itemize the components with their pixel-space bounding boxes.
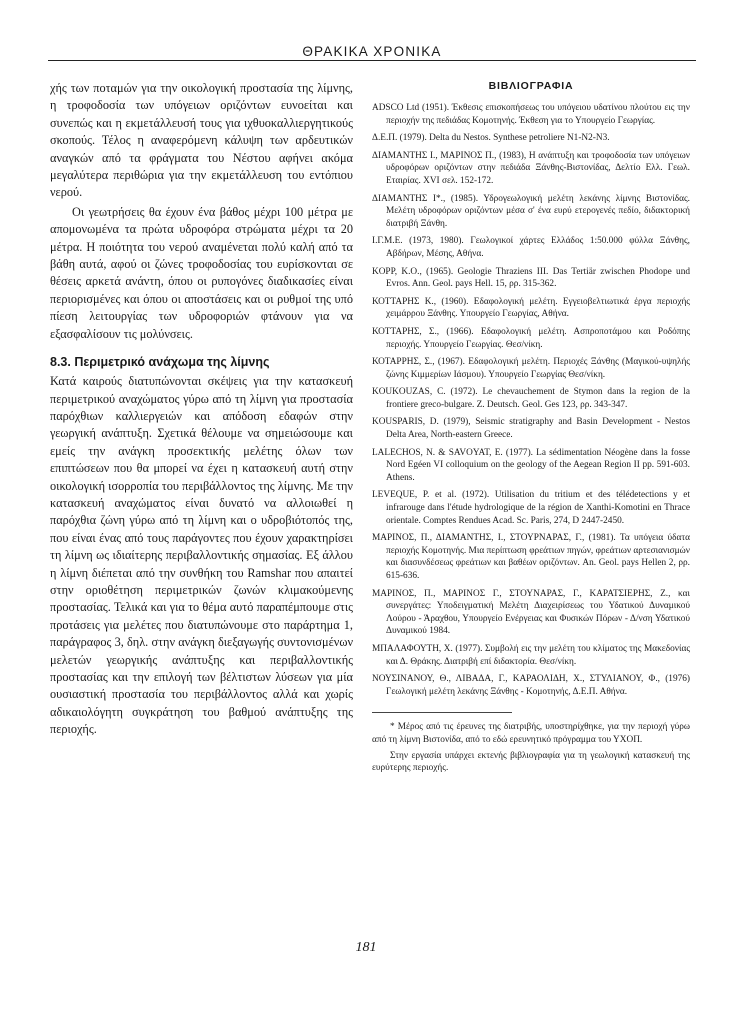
reference-item: Ι.Γ.Μ.Ε. (1973, 1980). Γεωλογικοί χάρτες Ελλάδος 1:50.000 φύλλα Ξάνθης, Αβδήρων, Μέσης, Αθήνα. (372, 236, 690, 259)
reference-item: ΜΑΡΙΝΟΣ, Π., ΔΙΑΜΑΝΤΗΣ, Ι., ΣΤΟΥΡΝΑΡΑΣ, Γ., (1981). Τα υπόγεια ύδατα περιοχής Κομοτηνής. Μια περίπτωση φρεάτιων πηγών, φρεάτιων αρτεσιανισμών και διασυνδέσεως φρεάτιων και βαθέων οριζόντων. An. Geol. pays Hellen 2, ρρ. 615-636. (372, 533, 690, 581)
reference-item: ΔΙΑΜΑΝΤΗΣ Ι., ΜΑΡΙΝΟΣ Π., (1983), Η ανάπτυξη και τροφοδοσία των υπόγειων υδροφόρων οριζόντων στην πεδιάδα Ξάνθης-Βιστονίδας, Δελτίο Ελλ. Γεωλ. Εταιρίας. XVI σελ. 152-172. (372, 150, 690, 186)
reference-item: ΝΟΥΣΙΝΑΝΟΥ, Θ., ΛΙΒΑΔΑ, Γ., ΚΑΡΑΟΛΙΔΗ, Χ., ΣΤΥΛΙΑΝΟΥ, Φ., (1976) Γεωλογική μελέτη λεκάνης Ξάνθης - Κομοτηνής, Δ.Ε.Π. Αθήνα. (372, 674, 690, 697)
reference-item: ΚΟΤΤΑΡΗΣ, Σ., (1966). Εδαφολογική μελέτη. Ασπροποτάμου και Ροδόπης περιοχής. Υπουργείο Γεωργίας. Θεσ/νίκη. (372, 326, 690, 350)
footnote: * Μέρος από τις έρευνες της διατριβής, υποστηρίχθηκε, για την περιοχή γύρω από τη λίμνη Βιστονίδα, από το εδώ ερευνητικό πρόγραμμα του ΥΧΟΠ. (372, 722, 690, 745)
journal-title: ΘΡΑΚΙΚΑ ΧΡΟΝΙΚΑ (302, 44, 442, 59)
footnote: Στην εργασία υπάρχει εκτενής βιβλιογραφία για τη γεωλογική κατασκευή της ευρύτερης περιοχής. (372, 750, 690, 774)
right-column (372, 80, 690, 778)
body-paragraph: Κατά καιρούς διατυπώνονται σκέψεις για την κατασκευή περιμετρικού αναχώματος γύρω από τη λίμνη για προστασία παρόχθιων καλλιεργειών και απόδοση εδαφών στην γεωργική ανάπτυξη. Σχετικά θέλουμε να σημειώσουμε και εμείς την ανάγκη προσεκτικής μελέτης όλων των επιπτώσεων που θα μπορεί να έχει η κατασκευή αυτή στην οικολογική ισορροπία του περιβάλλοντος της λίμνης. Με την κατασκευή αναχώματος είναι δυνατό να αλλοιωθεί η παρόχθια ζώνη γύρω από τη λίμνη και ο υδροβιότοπός της, που είναι ένας από τους παράγοντες που έχουν χαρακτηρίσει τη λίμνη ως ιδιαίτερης περιβαλλοντικής σημασίας. Εξ άλλου η λίμνη διέπεται από την συνθήκη του Ramshar που απαιτεί στην οριοθέτηση περιμετρικών ζωνών κλιμακούμενης προστασίας. Τελικά και για το θέμα αυτό παραπέμπουμε στις προτάσεις για μελέτες που διατυπώνουμε στο παράρτημα 1, παράγραφος 3, δηλ. στην ανάγκη διεξαγωγής συντονισμένων μελετών γεωργικής ανάπτυξης και περιβαλλοντικής προστασίας και την επιλογή των βέλτιστων λύσεων για μία ουσιαστική προστασία του περιβάλλοντος αλλά και χωρίς αδικαιολόγητη συγκράτηση του βαθμού ανάπτυξης της περιοχής. (50, 374, 353, 737)
reference-item: ΚΟΤΑΡΡΗΣ, Σ., (1967). Εδαφολογική μελέτη. Περιοχές Ξάνθης (Μαγικού-υψηλής ζώνης Κιμμερίων Ιάσμου). Υπουργείο Γεωργίας Θεσ/νίκη. (372, 357, 690, 380)
footnote-divider (372, 712, 512, 713)
reference-item: ΜΑΡΙΝΟΣ, Π., ΜΑΡΙΝΟΣ Γ., ΣΤΟΥΝΑΡΑΣ, Γ., ΚΑΡΑΤΣΙΕΡΗΣ, Ζ., και συνεργάτες: Υποδειγματική Μελέτη Διαχειρίσεως του Υδατικού Δυναμικού Λούρου - Άραχθου, Υπουργείο Ενέργειας και Φυσικών Πόρων - Δ/νση Υδατικού Δυναμικού 1984. (372, 588, 690, 637)
reference-item: KOPP, K.O., (1965). Geologie Thraziens III. Das Tertiär zwischen Phodope und Evros. Ann. Geol. pays Hell. 15, ρρ. 315-362. (372, 266, 690, 290)
reference-item: KOUKOUZAS, C. (1972). Le chevauchement de Stymon dans la region de la frontiere greco-bulgare. Z. Deutsch. Geol. Ges 123, ρρ. 343-347. (372, 387, 690, 410)
reference-item: LALECHOS, N. & SAVOYAT, E. (1977). La sédimentation Néogène dans la fosse Nord Egéen VI colloquium on the geology of the Aegean Region II pp. 591-603. Athens. (372, 447, 690, 483)
reference-item: KOUSPARIS, D. (1979), Seismic stratigraphy and Basin Development - Nestos Delta Area, North-eastern Greece. (372, 417, 690, 441)
body-paragraph: χής των ποταμών για την οικολογική προστασία της λίμνης, η τροφοδοσία των υπόγειων οριζόντων ευνοείται και συνεπώς και η εκμετάλλευσή τους για ιχθυοκαλλιεργητικούς σκοπούς. Τέλος η αναφερόμενη κάλυψη των αρδευτικών αναγκών από τα φράγματα του Νέστου αφήνει ακόμα μεγαλύτερα περιθώρια για την εκμετάλλευση του εντόπιου νερού. (50, 81, 353, 200)
reference-item: ADSCO Ltd (1951). Έκθεσις επισκοπήσεως του υπόγειου υδατίνου πλούτου εις την περιοχήν της πεδιάδας Κομοτηνής. Έκθεση για το Υπουργείο Γεωργίας. (372, 103, 690, 126)
reference-item: LEVEQUE, P. et al. (1972). Utilisation du tritium et des télédetections y et infrarouge dans l'étude hydrologique de la région de Xanthi-Komotini en Thrace orientale. Comptes Rendues Acad. Sc. Paris, 274, D 2447-2450. (372, 490, 690, 526)
reference-list (372, 102, 690, 698)
reference-item: Δ.Ε.Π. (1979). Delta du Nestos. Synthese petroliere N1-N2-N3. (372, 133, 610, 144)
reference-item: ΜΠΑΛΑΦΟΥΤΗ, Χ. (1977). Συμβολή εις την μελέτη του κλίματος της Μακεδονίας και Δ. Θράκης. Διατριβή επί διδακτορία. Θεσ/νίκη. (372, 643, 690, 667)
section-heading: 8.3. Περιμετρικό ανάχωμα της λίμνης (50, 355, 270, 370)
reference-item: ΔΙΑΜΑΝΤΗΣ Ι*., (1985). Υδρογεωλογική μελέτη λεκάνης λίμνης Βιστονίδας. Μελέτη υδροφόρων οριζόντων μέσα σ' ένα ευρύ ετερογενές πεδίο, διδακτορική διατριβή Ξάνθη. (372, 193, 690, 229)
page-number: 181 (355, 940, 377, 955)
running-header (48, 30, 696, 61)
reference-item: ΚΟΤΤΑΡΗΣ Κ., (1960). Εδαφολογική μελέτη. Εγγειοβελτιωτικά έργα περιοχής χειμάρρου Ξάνθης. Υπουργείο Γεωργίας, Αθήνα. (372, 296, 690, 320)
left-column (50, 80, 353, 739)
body-paragraph: Οι γεωτρήσεις θα έχουν ένα βάθος μέχρι 100 μέτρα με απομονωμένα τα πρώτα υδροφόρα στρώματα μέχρι τα 20 μέτρα. Η ποιότητα του νερού αναμένεται πολύ καλή από τα βάθη αυτά, αφού οι ζώνες τροφοδοσίας του ευρίσκονται σε θέσεις αρκετά ανάντη, όπου οι ρυπογόνες διαδικασίες είναι περιορισμένες και όπου οι αποστάσεις και οι ρυθμοί της υπό πίεση λειτουργίας των υδροφοριών φτάνουν για να εξασφαλίσουν τις μολύνσεις. (50, 204, 353, 341)
bibliography-heading: ΒΙΒΛΙΟΓΡΑΦΙΑ (488, 80, 574, 92)
